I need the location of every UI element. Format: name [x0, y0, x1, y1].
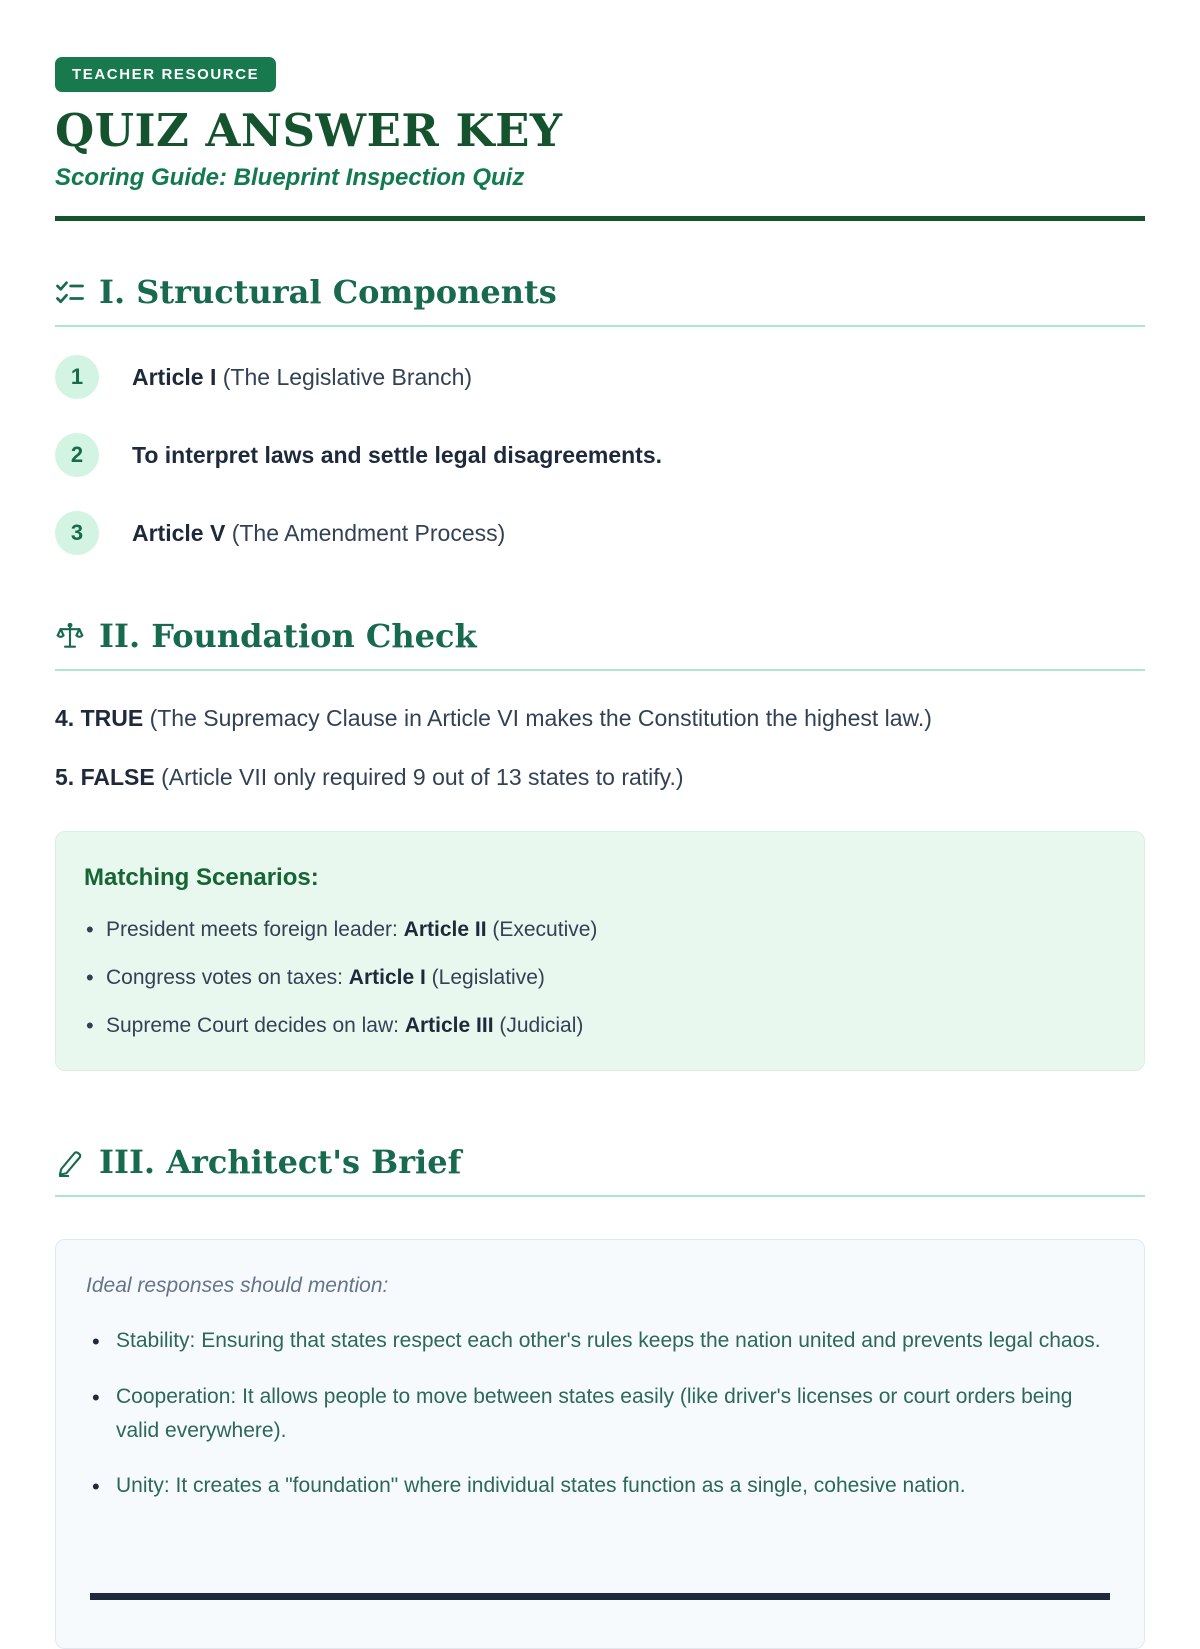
- answer-item-1: [55, 355, 1145, 399]
- matching-item-2: • Congress votes on taxes: Article I (Legislative): [84, 966, 1116, 990]
- answer-number-badge: 3: [55, 511, 99, 555]
- section-heading-text: I. Structural Components: [99, 273, 557, 312]
- scales-icon: [55, 621, 85, 651]
- matching-scenarios-list: [84, 918, 1116, 1038]
- page-subtitle: Scoring Guide: Blueprint Inspection Quiz: [55, 164, 525, 192]
- answer-item-3: [55, 511, 1145, 555]
- footer-accent-bar: [90, 1593, 1110, 1600]
- page-title: QUIZ ANSWER KEY: [55, 104, 563, 157]
- checklist-icon: [55, 277, 85, 307]
- ideal-responses-box: [55, 1239, 1145, 1649]
- true-false-answer-4: 4. TRUE (The Supremacy Clause in Article VI makes the Constitution the highest law.): [55, 705, 932, 732]
- section-heading-text: II. Foundation Check: [99, 617, 477, 656]
- section-heading-structural: [55, 273, 1145, 327]
- brief-point-3: • Unity: It creates a "foundation" where individual states function as a single, cohesive nation.: [86, 1469, 1114, 1503]
- answer-text: Article I (The Legislative Branch): [132, 363, 473, 390]
- matching-scenarios-box: [55, 831, 1145, 1071]
- page-header: [55, 0, 1145, 221]
- brief-point-2: • Cooperation: It allows people to move between states easily (like driver's licenses or court orders being valid everywhere).: [86, 1380, 1114, 1447]
- header-divider: [55, 216, 1145, 221]
- structural-answers-list: [55, 355, 1145, 555]
- section-heading-text: III. Architect's Brief: [99, 1143, 462, 1182]
- matching-item-1: • President meets foreign leader: Article II (Executive): [84, 918, 1116, 942]
- answer-item-2: [55, 433, 1145, 477]
- matching-scenarios-heading: Matching Scenarios:: [84, 864, 319, 892]
- brief-point-1: • Stability: Ensuring that states respect each other's rules keeps the nation united and prevents legal chaos.: [86, 1324, 1114, 1358]
- ideal-responses-note: Ideal responses should mention:: [86, 1274, 389, 1298]
- answer-text: Article V (The Amendment Process): [132, 519, 506, 546]
- pencil-icon: [55, 1147, 85, 1177]
- section-foundation-check: [55, 617, 1145, 1071]
- true-false-answer-5: 5. FALSE (Article VII only required 9 out of 13 states to ratify.): [55, 764, 684, 791]
- section-structural-components: [55, 273, 1145, 555]
- ideal-responses-list: [86, 1324, 1114, 1502]
- matching-item-3: • Supreme Court decides on law: Article III (Judicial): [84, 1014, 1116, 1038]
- teacher-resource-badge: TEACHER RESOURCE: [55, 57, 276, 92]
- answer-text: To interpret laws and settle legal disagreements.: [132, 441, 663, 468]
- section-heading-foundation: [55, 617, 1145, 671]
- answer-number-badge: 1: [55, 355, 99, 399]
- section-heading-brief: [55, 1143, 1145, 1197]
- answer-number-badge: 2: [55, 433, 99, 477]
- section-architects-brief: [55, 1143, 1145, 1649]
